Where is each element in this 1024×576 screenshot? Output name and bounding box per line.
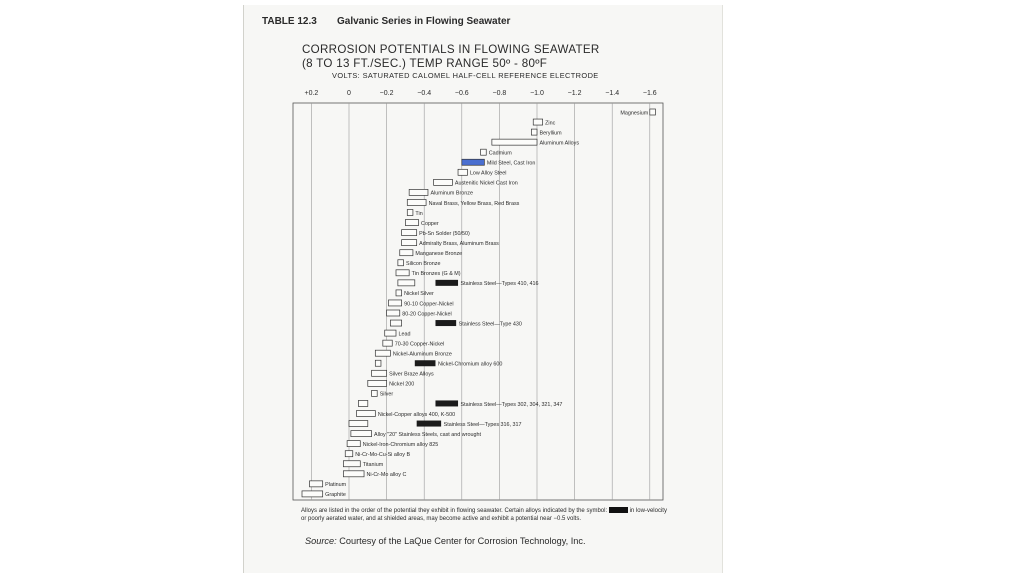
active-bar-21 [435,320,456,326]
x-tick-label-1: 0 [347,90,351,97]
series-bar-12 [402,230,417,236]
x-tick-label-8: −1.4 [605,90,620,97]
scanned-page [243,5,723,573]
source-label: Source: [305,536,337,546]
series-bar-22 [385,330,396,336]
series-bar-13 [402,240,417,246]
series-label-18: Nickel Silver [404,291,434,298]
series-label-13: Admiralty Brass, Aluminum Brass [419,240,499,247]
chart-title-line1: CORROSION POTENTIALS IN FLOWING SEAWATER [302,43,600,56]
series-bar-37 [310,481,323,487]
active-bar-17 [435,280,458,286]
footnote [301,507,667,524]
series-label-28: Silver [379,391,394,398]
series-bar-23 [383,340,392,346]
series-label-27: Nickel 200 [389,381,415,388]
series-bar-33 [347,441,360,447]
table-number: TABLE 12.3 [262,16,317,27]
series-label-30: Nickel-Copper alloys 400, K-500 [377,411,456,418]
series-bar-10 [407,210,413,216]
series-bar-11 [405,220,418,226]
series-label-34: Ni-Cr-Mo-Cu-Si alloy B [355,452,411,458]
series-bar-18 [396,290,402,296]
series-label-20: 80-20 Copper-Nickel [402,311,452,318]
series-bar-14 [400,250,413,256]
active-bar-25 [415,360,436,366]
active-symbol-swatch [609,507,628,513]
series-label-37: Platinum [325,482,347,489]
x-tick-label-2: −0.2 [379,90,394,97]
series-label-0: Magnesium [620,110,649,117]
x-tick-label-6: −1.0 [530,90,544,97]
galvanic-series-chart [244,5,722,573]
series-bar-3 [492,139,537,145]
series-label-2: Beryllium [539,130,562,137]
series-bar-36 [343,471,364,477]
x-tick-label-9: −1.6 [642,90,657,97]
chart-title-line2: (8 TO 13 FT./SEC.) TEMP RANGE 50º - 80ºF [302,57,548,70]
series-label-19: 90-10 Copper-Nickel [404,301,454,308]
x-tick-label-3: −0.4 [417,90,432,97]
series-label-14: Manganese Bronze [415,251,463,257]
series-label-17: Stainless Steel—Types 410, 416 [460,281,539,288]
series-label-36: Ni-Cr-Mo alloy C [366,472,407,479]
series-bar-24 [375,350,390,356]
series-label-32: Alloy "20" Stainless Steels, cast and wrought [374,431,481,438]
active-bar-29 [435,400,458,406]
active-bar-31 [417,421,441,427]
series-bar-9 [407,199,426,205]
x-tick-label-0: +0.2 [304,90,319,97]
series-bar-7 [434,179,453,185]
x-tick-label-4: −0.6 [454,90,469,97]
series-bar-15 [398,260,404,266]
series-bar-30 [357,411,376,417]
series-label-38: Graphite [325,492,346,499]
series-bar-0 [650,109,656,115]
series-bar-1 [533,119,542,125]
series-label-7: Austenitic Nickel Cast Iron [454,180,518,187]
series-bar-21 [390,320,401,326]
series-bar-6 [458,169,467,175]
series-bar-32 [351,431,372,437]
series-label-16: Tin Bronzes (G & M) [411,271,461,278]
table-title: Galvanic Series in Flowing Seawater [337,16,511,27]
series-bar-16 [396,270,409,276]
series-bar-28 [372,390,378,396]
series-bar-26 [372,370,387,376]
series-label-3: Aluminum Alloys [539,140,580,147]
series-bar-27 [368,380,387,386]
series-bar-29 [358,400,367,406]
series-label-9: Naval Brass, Yellow Brass, Red Brass [428,200,520,207]
series-bar-38 [302,491,323,497]
series-label-24: Nickel-Aluminum Bronze [392,351,452,358]
x-tick-label-5: −0.8 [492,90,507,97]
series-label-22: Lead [398,331,411,338]
series-label-1: Zinc [545,120,556,127]
series-bar-17 [398,280,415,286]
series-label-25: Nickel-Chromium alloy 600 [437,361,503,368]
chart-axis-caption: VOLTS: SATURATED CALOMEL HALF-CELL REFERENCE ELECTRODE [332,71,599,80]
series-label-29: Stainless Steel—Types 302, 304, 321, 347 [460,401,563,408]
series-label-33: Nickel-Iron-Chromium alloy 825 [362,441,439,448]
series-label-35: Titanium [362,462,384,469]
series-label-4: Cadmium [488,150,512,157]
series-label-15: Silicon Bronze [406,261,441,268]
series-bar-5 [462,159,485,165]
series-label-23: 70-30 Copper-Nickel [394,341,445,348]
series-bar-35 [343,461,360,467]
series-label-26: Silver Braze Alloys [389,371,434,378]
series-label-10: Tin [415,210,423,217]
series-bar-34 [345,451,353,457]
series-bar-8 [409,189,428,195]
series-bar-19 [388,300,401,306]
source-line [305,536,586,546]
series-bar-20 [387,310,400,316]
series-bar-25 [375,360,381,366]
series-label-31: Stainless Steel—Types 316, 317 [443,421,522,428]
series-label-6: Low Alloy Steel [469,170,507,177]
series-bar-31 [349,421,368,427]
x-tick-label-7: −1.2 [567,90,582,97]
series-label-11: Copper [421,220,439,227]
series-bar-4 [481,149,487,155]
series-label-8: Aluminum Bronze [430,190,474,197]
series-label-21: Stainless Steel—Type 430 [458,321,522,328]
footnote-text-1: Alloys are listed in the order of the potential they exhibit in flowing seawater. Certain alloys indicated by the symbol: [301,508,608,514]
series-label-12: Pb-Sn Solder (50/50) [419,230,470,237]
source-text: Courtesy of the LaQue Center for Corrosion Technology, Inc. [339,536,586,546]
series-label-5: Mild Steel, Cast Iron [486,160,536,167]
footnote-text-2: in low-velocity or poorly aerated water, and at shielded areas, may become active and exhibit a potential near −0.5 volts. [301,508,667,523]
series-bar-2 [531,129,537,135]
